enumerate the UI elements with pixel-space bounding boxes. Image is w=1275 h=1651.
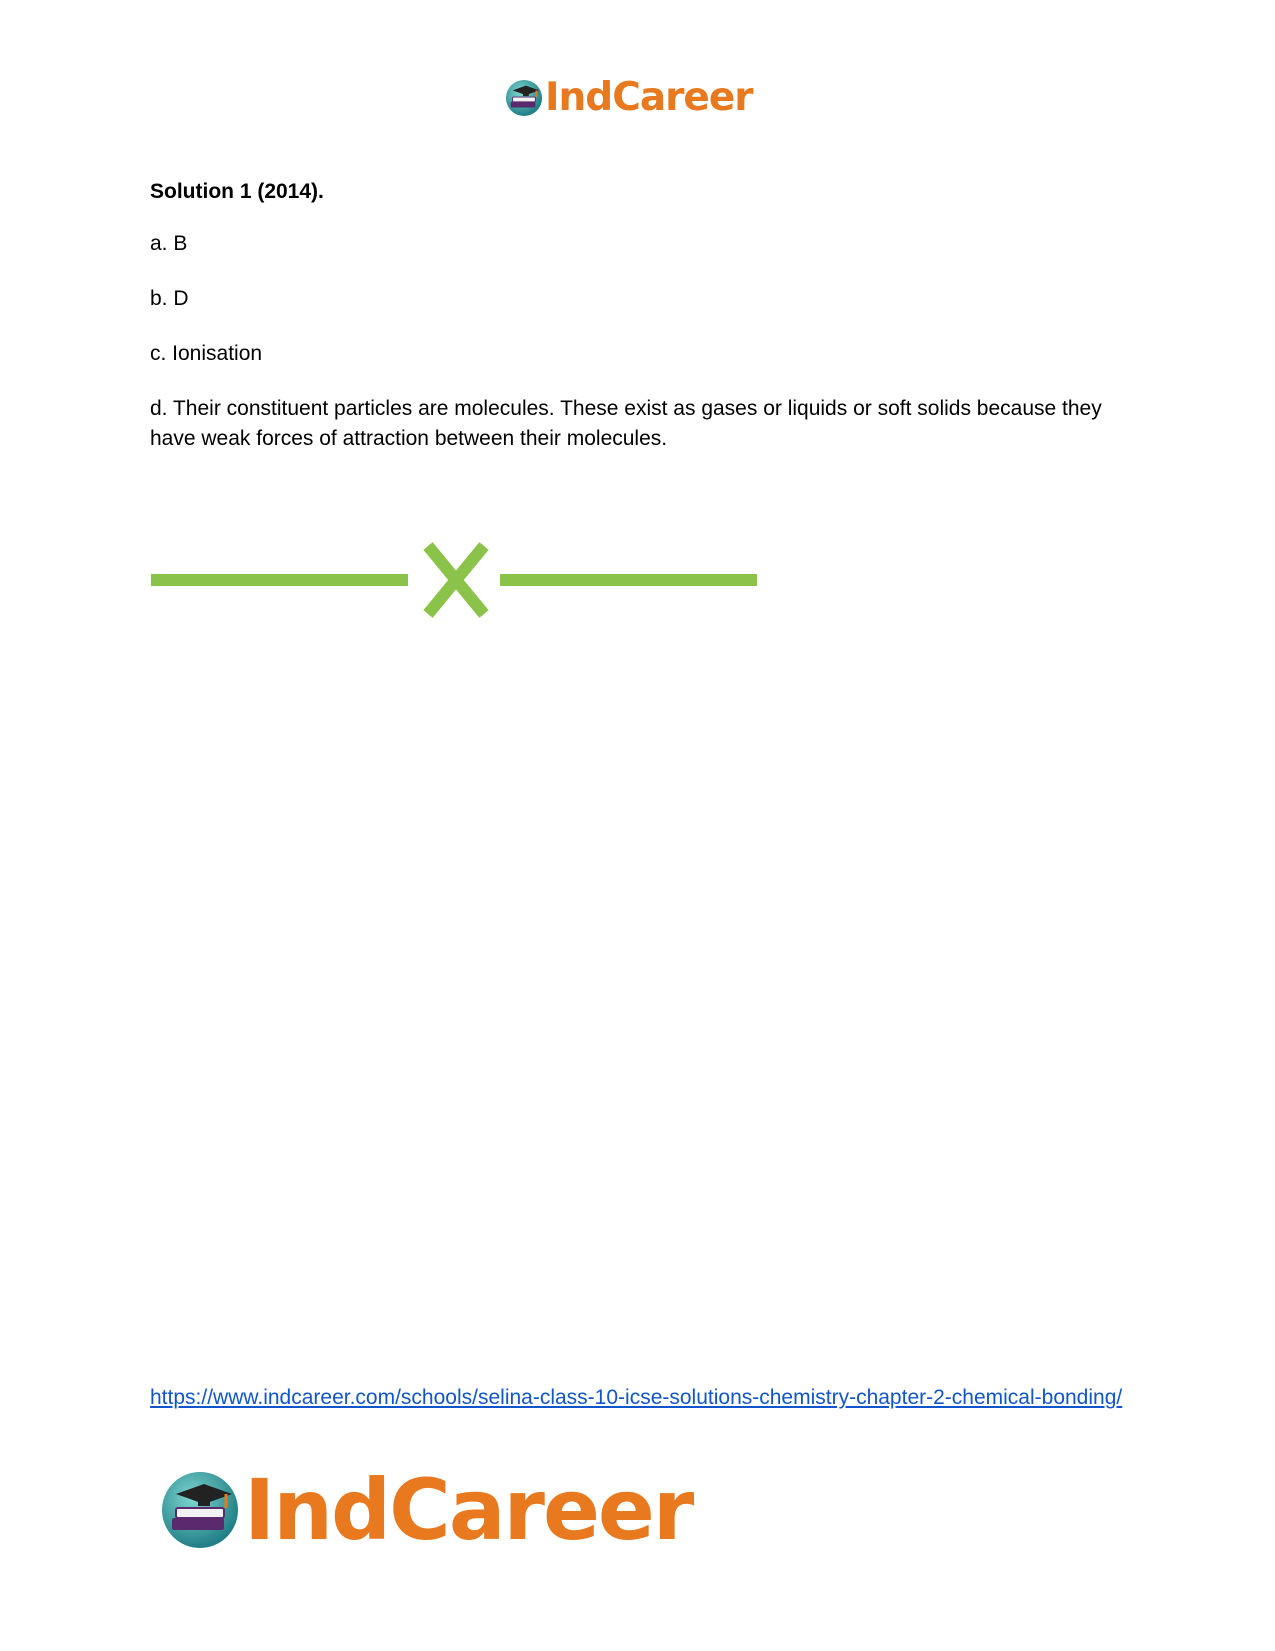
answer-b: b. D xyxy=(150,287,189,310)
graduation-books-icon xyxy=(160,1470,240,1550)
divider-x-icon xyxy=(428,546,484,614)
solution-section xyxy=(150,178,1130,454)
graduation-books-icon xyxy=(505,79,543,117)
footer-logo xyxy=(160,1461,693,1559)
answer-c: c. Ionisation xyxy=(150,342,263,365)
logo-wordmark: IndCareer xyxy=(244,1461,693,1559)
header-logo xyxy=(505,75,753,120)
solution-heading: Solution 1 (2014). xyxy=(150,180,324,203)
answer-a: a. B xyxy=(150,232,188,255)
logo-wordmark: IndCareer xyxy=(545,75,753,120)
source-link[interactable]: https://www.indcareer.com/schools/selina-class-10-icse-solutions-chemistry-chapter-2-chemical-bonding/ xyxy=(150,1386,1123,1409)
section-divider xyxy=(151,540,761,620)
answer-d: d. Their constituent particles are molecules. These exist as gases or liquids or soft solids because they have weak forces of attraction between their molecules. xyxy=(150,397,1102,450)
